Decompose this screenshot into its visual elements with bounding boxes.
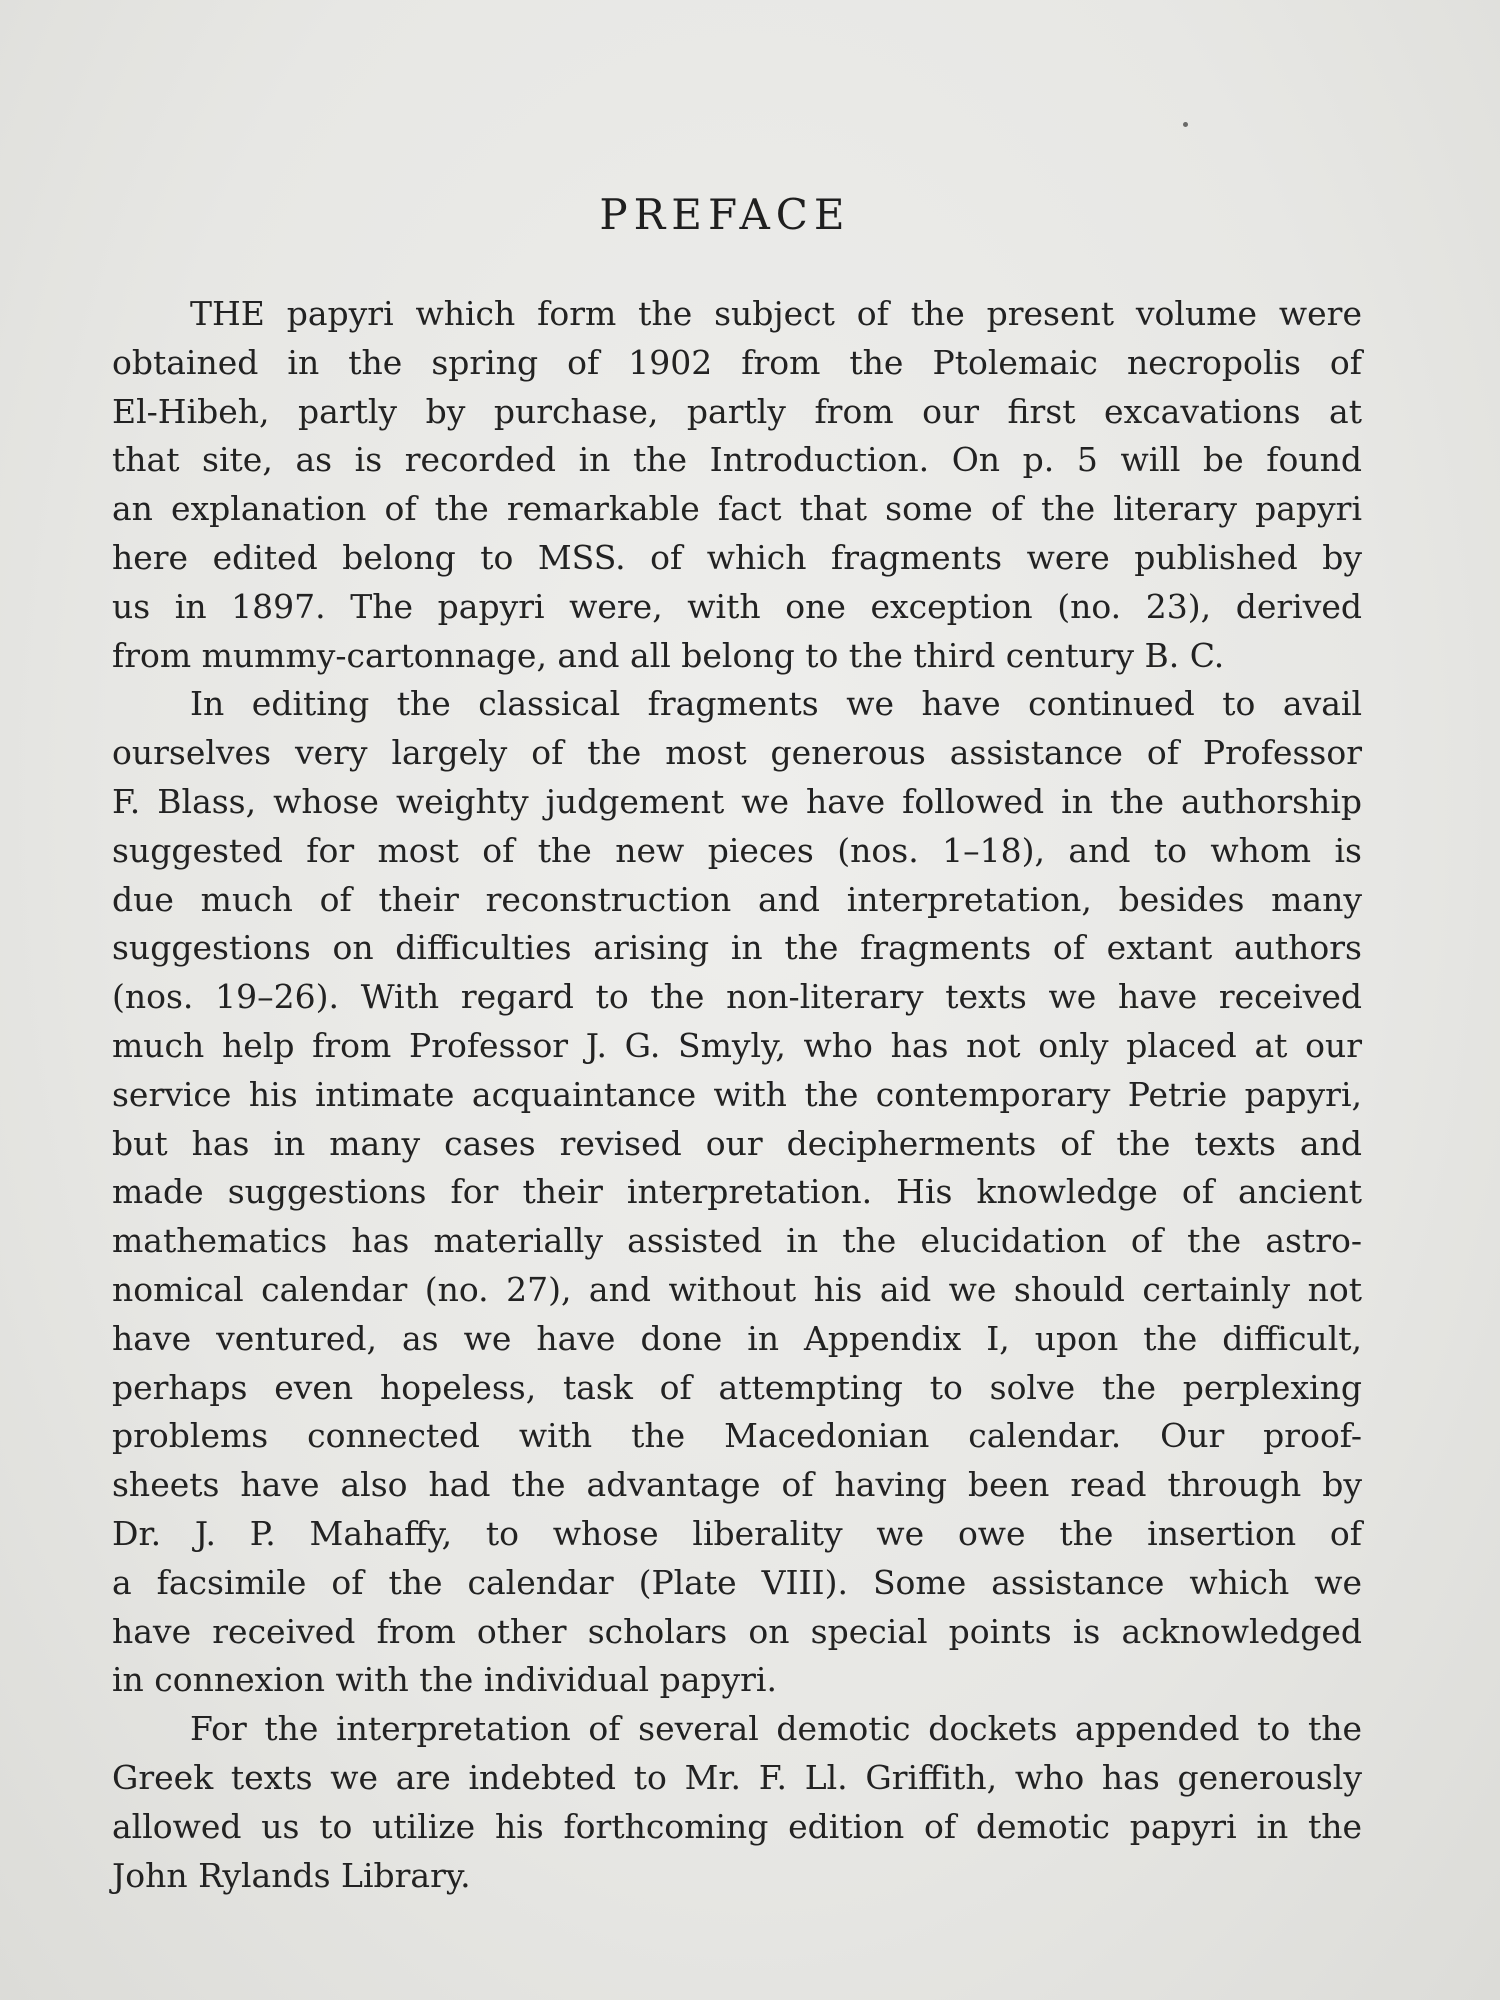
- text-line: in connexion with the individual papyri.: [112, 1660, 777, 1700]
- text-line: For the interpretation of several demotic dockets appended to the: [190, 1709, 1362, 1749]
- text-line: allowed us to utilize his forthcoming edition of demotic papyri in the: [112, 1806, 1362, 1846]
- text-line: have ventured, as we have done in Appendix I, upon the difficult,: [112, 1318, 1362, 1358]
- text-line: here edited belong to MSS. of which fragments were published by: [112, 537, 1362, 577]
- paper-speck: [1183, 122, 1188, 127]
- text-line: problems connected with the Macedonian calendar. Our proof-: [112, 1416, 1362, 1456]
- text-line: El-Hibeh, partly by purchase, partly from our first excavations at: [112, 391, 1362, 431]
- text-line: Greek texts we are indebted to Mr. F. Ll. Griffith, who has generously: [112, 1757, 1362, 1797]
- text-line: perhaps even hopeless, task of attempting to solve the perplexing: [112, 1367, 1362, 1407]
- text-line: much help from Professor J. G. Smyly, who has not only placed at our: [112, 1025, 1362, 1065]
- text-line: due much of their reconstruction and interpretation, besides many: [112, 879, 1362, 919]
- paragraph-2: [112, 680, 1362, 1705]
- text-line: suggestions on difficulties arising in the fragments of extant authors: [112, 928, 1362, 968]
- text-line: nomical calendar (no. 27), and without his aid we should certainly not: [112, 1269, 1362, 1309]
- text-line: made suggestions for their interpretation. His knowledge of ancient: [112, 1172, 1362, 1212]
- text-line: mathematics has materially assisted in the elucidation of the astro-: [112, 1221, 1362, 1261]
- text-line: Dr. J. P. Mahaffy, to whose liberality we owe the insertion of: [112, 1513, 1362, 1553]
- paragraph-3: [112, 1705, 1362, 1900]
- text-line: an explanation of the remarkable fact that some of the literary papyri: [112, 489, 1362, 529]
- text-line: THE papyri which form the subject of the present volume were: [190, 294, 1362, 333]
- preface-body: [112, 290, 1362, 1900]
- text-line: sheets have also had the advantage of having been read through by: [112, 1465, 1362, 1505]
- text-line: that site, as is recorded in the Introduction. On p. 5 will be found: [112, 440, 1362, 480]
- text-line: but has in many cases revised our decipherments of the texts and: [112, 1123, 1362, 1163]
- text-line: F. Blass, whose weighty judgement we have followed in the authorship: [112, 781, 1362, 821]
- text-line: a facsimile of the calendar (Plate VIII). Some assistance which we: [112, 1562, 1362, 1602]
- paragraph-1: [112, 290, 1362, 680]
- text-line: from mummy-cartonnage, and all belong to the third century B. C.: [112, 635, 1225, 675]
- text-line: In editing the classical fragments we have continued to avail: [190, 684, 1362, 724]
- text-line: us in 1897. The papyri were, with one exception (no. 23), derived: [112, 586, 1362, 626]
- text-line: (nos. 19–26). With regard to the non-literary texts we have received: [112, 977, 1362, 1017]
- text-line: obtained in the spring of 1902 from the Ptolemaic necropolis of: [112, 342, 1362, 382]
- text-line: John Rylands Library.: [112, 1855, 471, 1895]
- page-title: PREFACE: [599, 190, 851, 239]
- text-line: ourselves very largely of the most generous assistance of Professor: [112, 733, 1362, 773]
- text-line: have received from other scholars on special points is acknowledged: [112, 1611, 1362, 1651]
- text-line: suggested for most of the new pieces (nos. 1–18), and to whom is: [112, 830, 1362, 870]
- text-line: service his intimate acquaintance with the contemporary Petrie papyri,: [112, 1074, 1362, 1114]
